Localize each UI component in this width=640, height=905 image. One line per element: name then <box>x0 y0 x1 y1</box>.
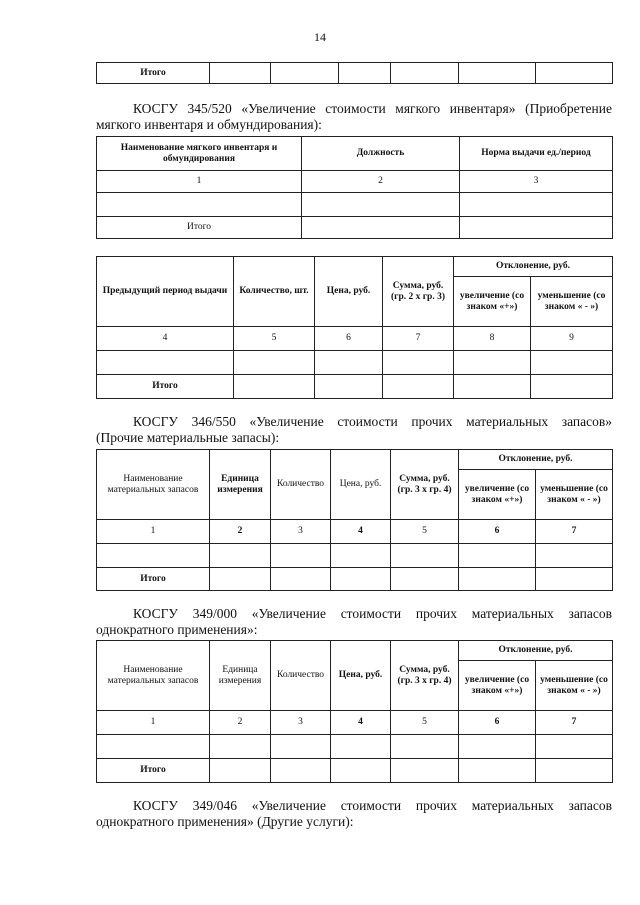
header-cell: Наименование материальных запасов <box>97 641 210 711</box>
other-materials-table <box>96 449 613 591</box>
empty-cell <box>454 375 531 399</box>
total-label: Итого <box>97 63 210 84</box>
increase-header: увеличение (со знаком «+») <box>459 661 536 711</box>
column-number: 2 <box>210 711 271 735</box>
header-cell: Сумма, руб. (гр. 2 х гр. 3) <box>383 257 454 327</box>
empty-cell <box>459 759 536 783</box>
empty-cell <box>234 351 315 375</box>
column-number: 4 <box>331 520 391 544</box>
column-number: 5 <box>391 520 459 544</box>
total-label: Итого <box>97 375 234 399</box>
column-number: 4 <box>97 327 234 351</box>
column-number: 6 <box>459 711 536 735</box>
empty-cell <box>331 568 391 591</box>
empty-cell <box>210 759 271 783</box>
column-number: 7 <box>383 327 454 351</box>
empty-cell <box>271 759 331 783</box>
total-label: Итого <box>97 568 210 591</box>
empty-cell <box>210 544 271 568</box>
empty-cell <box>536 735 613 759</box>
header-cell: Единица измерения <box>210 450 271 520</box>
column-number: 2 <box>302 171 460 193</box>
deviation-header: Отклонение, руб. <box>459 641 613 661</box>
empty-cell <box>460 193 613 217</box>
empty-cell <box>97 193 302 217</box>
increase-header: увеличение (со знаком «+») <box>459 470 536 520</box>
empty-cell <box>331 735 391 759</box>
single-use-materials-table <box>96 640 613 783</box>
empty-cell <box>97 351 234 375</box>
page-number: 14 <box>314 30 326 44</box>
header-cell: Цена, руб. <box>331 450 391 520</box>
column-number: 5 <box>234 327 315 351</box>
empty-cell <box>536 759 613 783</box>
column-number: 6 <box>315 327 383 351</box>
empty-cell <box>271 63 339 84</box>
empty-cell <box>97 544 210 568</box>
empty-cell <box>536 544 613 568</box>
empty-cell <box>302 217 460 239</box>
column-number: 9 <box>531 327 613 351</box>
header-cell: Количество, шт. <box>234 257 315 327</box>
decrease-header: уменьшение (со знаком « - ») <box>531 277 613 327</box>
column-number: 4 <box>331 711 391 735</box>
section-heading-345: КОСГУ 345/520 «Увеличение стоимости мягкого инвентаря» (Приобретение мягкого инвентаря и обмундирования): <box>96 101 612 132</box>
header-cell: Цена, руб. <box>331 641 391 711</box>
section-heading-349-000: КОСГУ 349/000 «Увеличение стоимости прочих материальных запасов однократного применения»: <box>96 606 612 637</box>
header-cell: Наименование мягкого инвентаря и обмундирования <box>97 137 302 171</box>
empty-cell <box>459 735 536 759</box>
empty-cell <box>531 375 613 399</box>
empty-cell <box>271 568 331 591</box>
header-cell: Норма выдачи ед./период <box>460 137 613 171</box>
header-cell: Цена, руб. <box>315 257 383 327</box>
column-number: 7 <box>536 711 613 735</box>
column-number: 1 <box>97 171 302 193</box>
soft-inventory-table <box>96 136 613 239</box>
empty-cell <box>536 568 613 591</box>
column-number: 3 <box>271 520 331 544</box>
empty-cell <box>234 375 315 399</box>
empty-cell <box>331 759 391 783</box>
empty-cell <box>391 759 459 783</box>
column-number: 3 <box>271 711 331 735</box>
empty-cell <box>391 735 459 759</box>
section-heading-346: КОСГУ 346/550 «Увеличение стоимости прочих материальных запасов» (Прочие материальные запасы): <box>96 414 612 445</box>
empty-cell <box>454 351 531 375</box>
header-cell: Наименование материальных запасов <box>97 450 210 520</box>
empty-cell <box>331 544 391 568</box>
empty-cell <box>391 544 459 568</box>
header-cell: Предыдущий период выдачи <box>97 257 234 327</box>
empty-cell <box>97 735 210 759</box>
column-number: 1 <box>97 711 210 735</box>
empty-cell <box>391 568 459 591</box>
decrease-header: уменьшение (со знаком « - ») <box>536 661 613 711</box>
column-number: 7 <box>536 520 613 544</box>
section-heading-349-046: КОСГУ 349/046 «Увеличение стоимости прочих материальных запасов однократного применения» (Другие услуги): <box>96 798 612 829</box>
empty-cell <box>531 351 613 375</box>
total-label: Итого <box>97 217 302 239</box>
column-number: 5 <box>391 711 459 735</box>
empty-cell <box>271 735 331 759</box>
header-cell: Сумма, руб. (гр. 3 х гр. 4) <box>391 450 459 520</box>
column-number: 3 <box>460 171 613 193</box>
column-number: 8 <box>454 327 531 351</box>
empty-cell <box>210 735 271 759</box>
carryover-total-table <box>96 62 613 84</box>
header-cell: Должность <box>302 137 460 171</box>
empty-cell <box>459 544 536 568</box>
empty-cell <box>302 193 460 217</box>
increase-header: увеличение (со знаком «+») <box>454 277 531 327</box>
header-cell: Количество <box>271 450 331 520</box>
empty-cell <box>391 63 459 84</box>
empty-cell <box>383 351 454 375</box>
empty-cell <box>460 217 613 239</box>
empty-cell <box>339 63 391 84</box>
deviation-header: Отклонение, руб. <box>459 450 613 470</box>
deviation-header: Отклонение, руб. <box>454 257 613 277</box>
header-cell: Количество <box>271 641 331 711</box>
empty-cell <box>459 568 536 591</box>
column-number: 2 <box>210 520 271 544</box>
empty-cell <box>536 63 613 84</box>
soft-inventory-deviation-table <box>96 256 613 399</box>
decrease-header: уменьшение (со знаком « - ») <box>536 470 613 520</box>
total-label: Итого <box>97 759 210 783</box>
empty-cell <box>271 544 331 568</box>
column-number: 6 <box>459 520 536 544</box>
empty-cell <box>315 375 383 399</box>
header-cell: Единица измерения <box>210 641 271 711</box>
empty-cell <box>383 375 454 399</box>
empty-cell <box>210 63 271 84</box>
empty-cell <box>210 568 271 591</box>
header-cell: Сумма, руб. (гр. 3 х гр. 4) <box>391 641 459 711</box>
column-number: 1 <box>97 520 210 544</box>
empty-cell <box>315 351 383 375</box>
empty-cell <box>459 63 536 84</box>
